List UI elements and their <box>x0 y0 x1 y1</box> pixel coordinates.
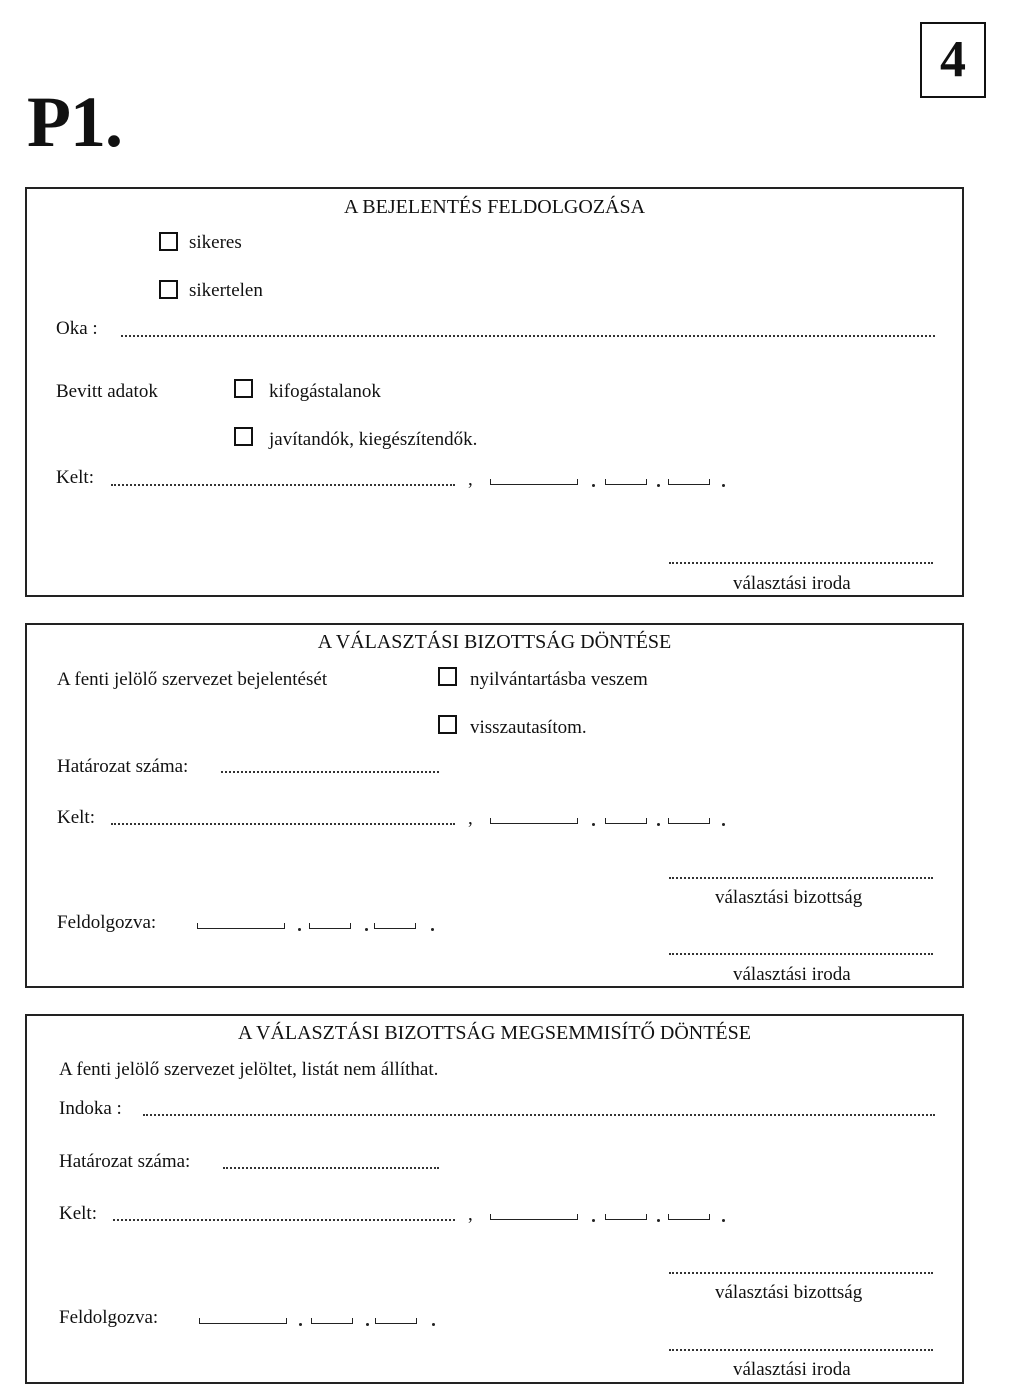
processed-label: Feldolgozva: <box>59 1307 159 1328</box>
processed-dot <box>431 928 434 931</box>
date-place-field[interactable] <box>113 1219 455 1221</box>
signature-line[interactable] <box>669 562 933 564</box>
section-annulment-decision <box>25 1014 964 1384</box>
date-dot <box>657 484 660 487</box>
reason-label: Oka : <box>56 318 98 339</box>
processed-month-field[interactable] <box>309 923 351 929</box>
office-signature-line[interactable] <box>669 953 933 955</box>
processed-day-field[interactable] <box>375 1318 417 1324</box>
option-success-label: sikeres <box>189 232 242 253</box>
option-to-fix-label: javítandók, kiegészítendők. <box>269 429 478 450</box>
section-title: A BEJELENTÉS FELDOLGOZÁSA <box>343 196 646 218</box>
processed-dot <box>366 1323 369 1326</box>
date-label: Kelt: <box>57 807 95 828</box>
signature-label: választási iroda <box>733 573 851 594</box>
reason-label: Indoka : <box>59 1098 122 1119</box>
section-title: A VÁLASZTÁSI BIZOTTSÁG MEGSEMMISÍTŐ DÖNTÉSE <box>238 1022 751 1044</box>
reason-field[interactable] <box>121 335 935 337</box>
office-signature-line[interactable] <box>669 1349 933 1351</box>
date-day-field[interactable] <box>668 1214 710 1220</box>
checkbox-success[interactable] <box>159 232 178 251</box>
processed-dot <box>432 1323 435 1326</box>
option-register-label: nyilvántartásba veszem <box>470 669 648 690</box>
checkbox-reject[interactable] <box>438 715 457 734</box>
date-place-field[interactable] <box>111 823 455 825</box>
date-comma: , <box>468 808 473 829</box>
resolution-number-label: Határozat száma: <box>59 1151 191 1172</box>
committee-signature-line[interactable] <box>669 877 933 879</box>
processed-label: Feldolgozva: <box>57 912 157 933</box>
section-title: A VÁLASZTÁSI BIZOTTSÁG DÖNTÉSE <box>317 631 672 653</box>
processed-dot <box>298 928 301 931</box>
date-comma: , <box>468 1204 473 1225</box>
processed-month-field[interactable] <box>311 1318 353 1324</box>
committee-signature-line[interactable] <box>669 1272 933 1274</box>
form-title: P1. <box>27 82 122 162</box>
date-year-field[interactable] <box>490 1214 578 1220</box>
page-number-box: 4 <box>920 22 986 98</box>
resolution-number-label: Határozat száma: <box>57 756 189 777</box>
resolution-number-field[interactable] <box>223 1167 439 1169</box>
date-month-field[interactable] <box>605 818 647 824</box>
date-month-field[interactable] <box>605 479 647 485</box>
office-signature-label: választási iroda <box>733 1359 851 1380</box>
processed-day-field[interactable] <box>374 923 416 929</box>
date-dot <box>657 823 660 826</box>
date-dot <box>592 823 595 826</box>
date-dot <box>722 823 725 826</box>
section-committee-decision <box>25 623 964 988</box>
statement-label: A fenti jelölő szervezet jelöltet, listát nem állíthat. <box>59 1059 439 1080</box>
date-dot <box>592 1219 595 1222</box>
option-reject-label: visszautasítom. <box>470 717 587 738</box>
date-label: Kelt: <box>56 467 94 488</box>
date-place-field[interactable] <box>111 484 455 486</box>
checkbox-to-fix[interactable] <box>234 427 253 446</box>
office-signature-label: választási iroda <box>733 964 851 985</box>
date-month-field[interactable] <box>605 1214 647 1220</box>
date-comma: , <box>468 469 473 490</box>
resolution-number-field[interactable] <box>221 771 439 773</box>
date-dot <box>592 484 595 487</box>
date-dot <box>657 1219 660 1222</box>
checkbox-fail[interactable] <box>159 280 178 299</box>
date-day-field[interactable] <box>668 479 710 485</box>
entered-data-label: Bevitt adatok <box>56 381 158 402</box>
processed-dot <box>299 1323 302 1326</box>
committee-signature-label: választási bizottság <box>715 887 863 908</box>
processed-year-field[interactable] <box>199 1318 287 1324</box>
date-label: Kelt: <box>59 1203 97 1224</box>
date-year-field[interactable] <box>490 479 578 485</box>
option-fail-label: sikertelen <box>189 280 263 301</box>
processed-year-field[interactable] <box>197 923 285 929</box>
processed-dot <box>365 928 368 931</box>
section-processing <box>25 187 964 597</box>
checkbox-register[interactable] <box>438 667 457 686</box>
date-dot <box>722 1219 725 1222</box>
reason-field[interactable] <box>143 1114 935 1116</box>
committee-signature-label: választási bizottság <box>715 1282 863 1303</box>
option-flawless-label: kifogástalanok <box>269 381 381 402</box>
checkbox-flawless[interactable] <box>234 379 253 398</box>
date-dot <box>722 484 725 487</box>
date-year-field[interactable] <box>490 818 578 824</box>
date-day-field[interactable] <box>668 818 710 824</box>
statement-label: A fenti jelölő szervezet bejelentését <box>57 669 328 690</box>
